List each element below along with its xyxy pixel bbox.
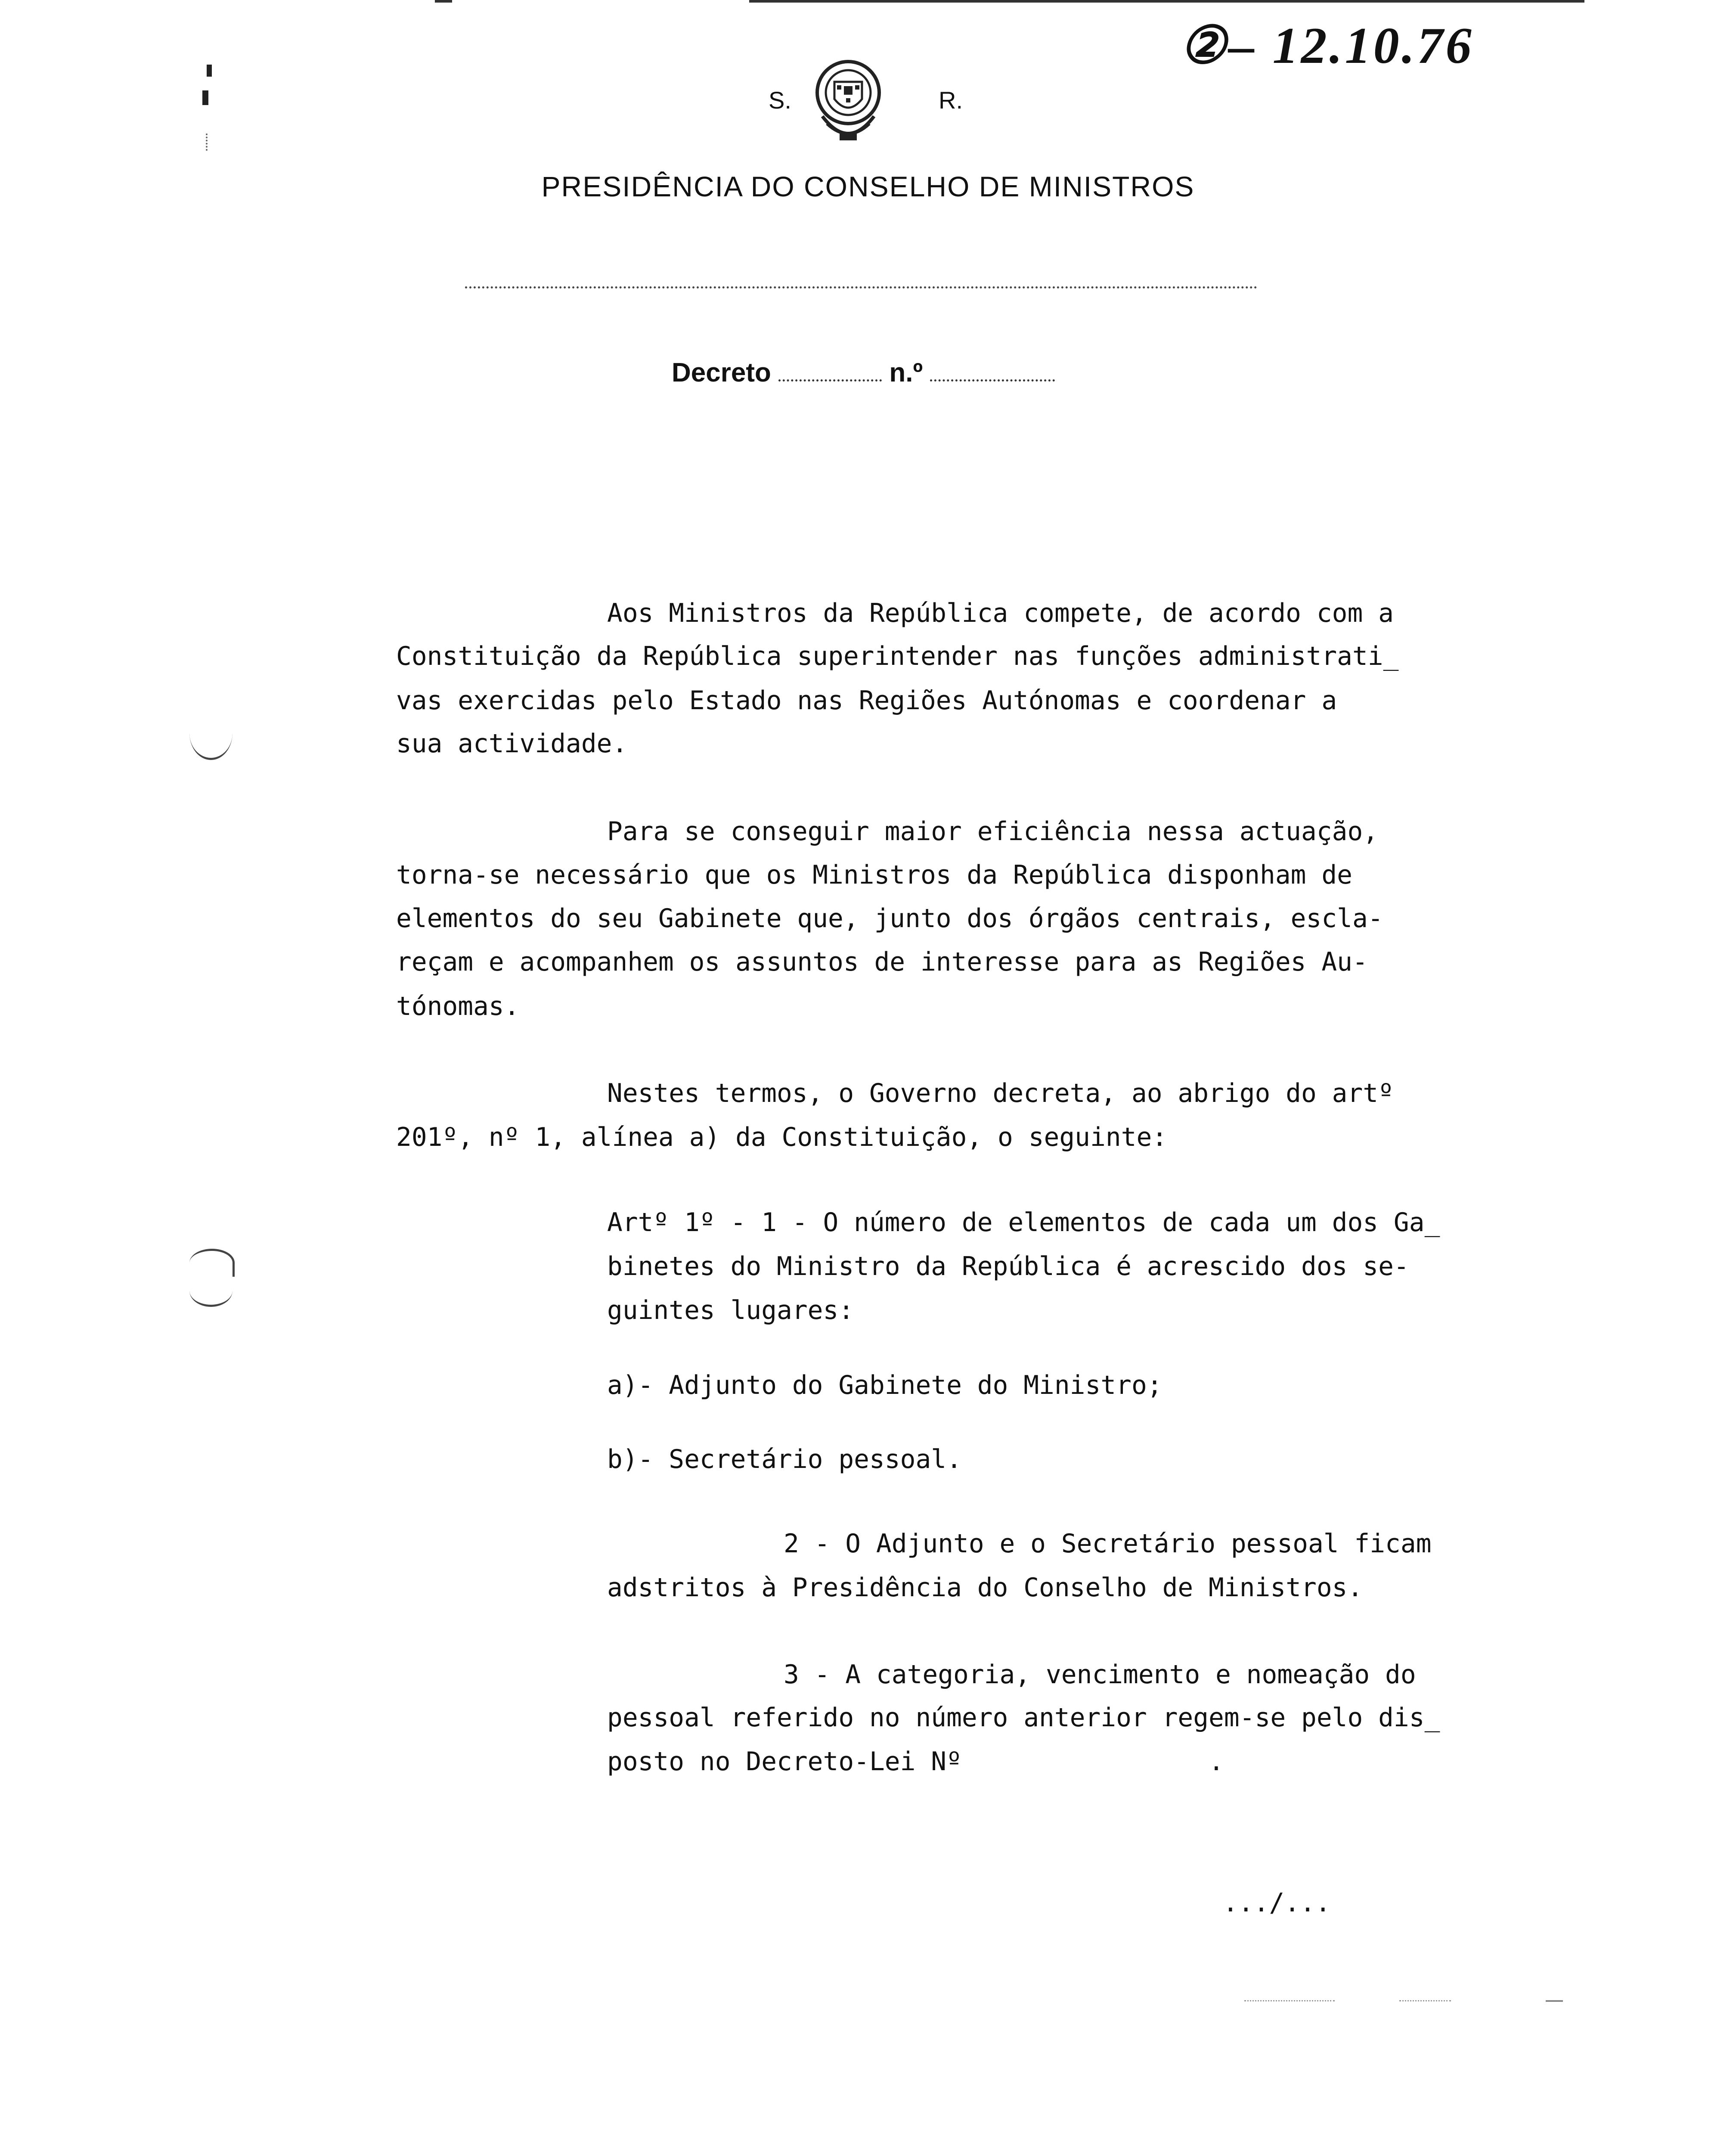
- article-line: posto no Decreto-Lei Nº .: [607, 1747, 1224, 1777]
- paragraph-line: Aos Ministros da República compete, de acordo com a: [607, 599, 1394, 628]
- paragraph-line: elementos do seu Gabinete que, junto dos órgãos centrais, escla-: [396, 904, 1383, 934]
- article-line: Artº 1º - 1 - O número de elementos de cada um dos Ga_: [607, 1208, 1440, 1238]
- scan-mark: [1546, 2000, 1563, 2002]
- article-line: adstritos à Presidência do Conselho de Ministros.: [607, 1573, 1363, 1603]
- number-blank: [930, 374, 1055, 382]
- paragraph-line: vas exercidas pelo Estado nas Regiões Autónomas e coordenar a: [396, 686, 1337, 716]
- article-line: binetes do Ministro da República é acrescido dos se-: [607, 1252, 1409, 1281]
- paragraph-line: Constituição da República superintender nas funções administrati_: [396, 642, 1399, 671]
- punch-hole-mark: [189, 706, 232, 760]
- list-item: b)- Secretário pessoal.: [607, 1445, 962, 1474]
- punch-hole-mark: [189, 1275, 232, 1307]
- page-title: PRESIDÊNCIA DO CONSELHO DE MINISTROS: [541, 171, 1195, 202]
- paragraph-line: reçam e acompanhem os assuntos de interesse para as Regiões Au-: [396, 947, 1368, 977]
- paragraph-line: tónomas.: [396, 992, 520, 1021]
- margin-speck: [207, 65, 212, 77]
- continuation-mark: .../...: [1223, 1888, 1331, 1918]
- r-letter: R.: [939, 87, 963, 114]
- paragraph-line: Nestes termos, o Governo decreta, ao abrigo do artº: [607, 1079, 1394, 1108]
- scan-mark: [1399, 2000, 1451, 2001]
- number-label: n.º: [889, 358, 923, 388]
- list-item: a)- Adjunto do Gabinete do Ministro;: [607, 1371, 1162, 1400]
- coat-of-arms-emblem: [809, 52, 887, 151]
- scan-mark: [1244, 2000, 1335, 2001]
- decree-blank: [778, 374, 882, 382]
- paragraph-line: Para se conseguir maior eficiência nessa actuação,: [607, 817, 1379, 847]
- handwritten-date: ②– 12.10.76: [1180, 17, 1474, 74]
- punch-hole-mark: [189, 1249, 235, 1277]
- top-edge-rule: [435, 0, 452, 3]
- decree-label: Decreto: [672, 358, 771, 388]
- top-edge-rule: [749, 0, 1584, 3]
- s-letter: S.: [769, 87, 791, 114]
- dotted-divider: [465, 286, 1257, 289]
- paragraph-line: torna-se necessário que os Ministros da República disponham de: [396, 860, 1352, 890]
- decree-number-line: [672, 357, 1055, 388]
- article-line: 2 - O Adjunto e o Secretário pessoal ficam: [784, 1529, 1432, 1559]
- article-line: guintes lugares:: [607, 1296, 854, 1325]
- article-line: 3 - A categoria, vencimento e nomeação do: [784, 1660, 1416, 1690]
- paragraph-line: 201º, nº 1, alínea a) da Constituição, o seguinte:: [396, 1123, 1168, 1152]
- article-line: pessoal referido no número anterior regem-se pelo dis_: [607, 1703, 1440, 1733]
- margin-speck: [202, 90, 208, 105]
- paragraph-line: sua actividade.: [396, 729, 628, 759]
- margin-speck: [206, 133, 211, 151]
